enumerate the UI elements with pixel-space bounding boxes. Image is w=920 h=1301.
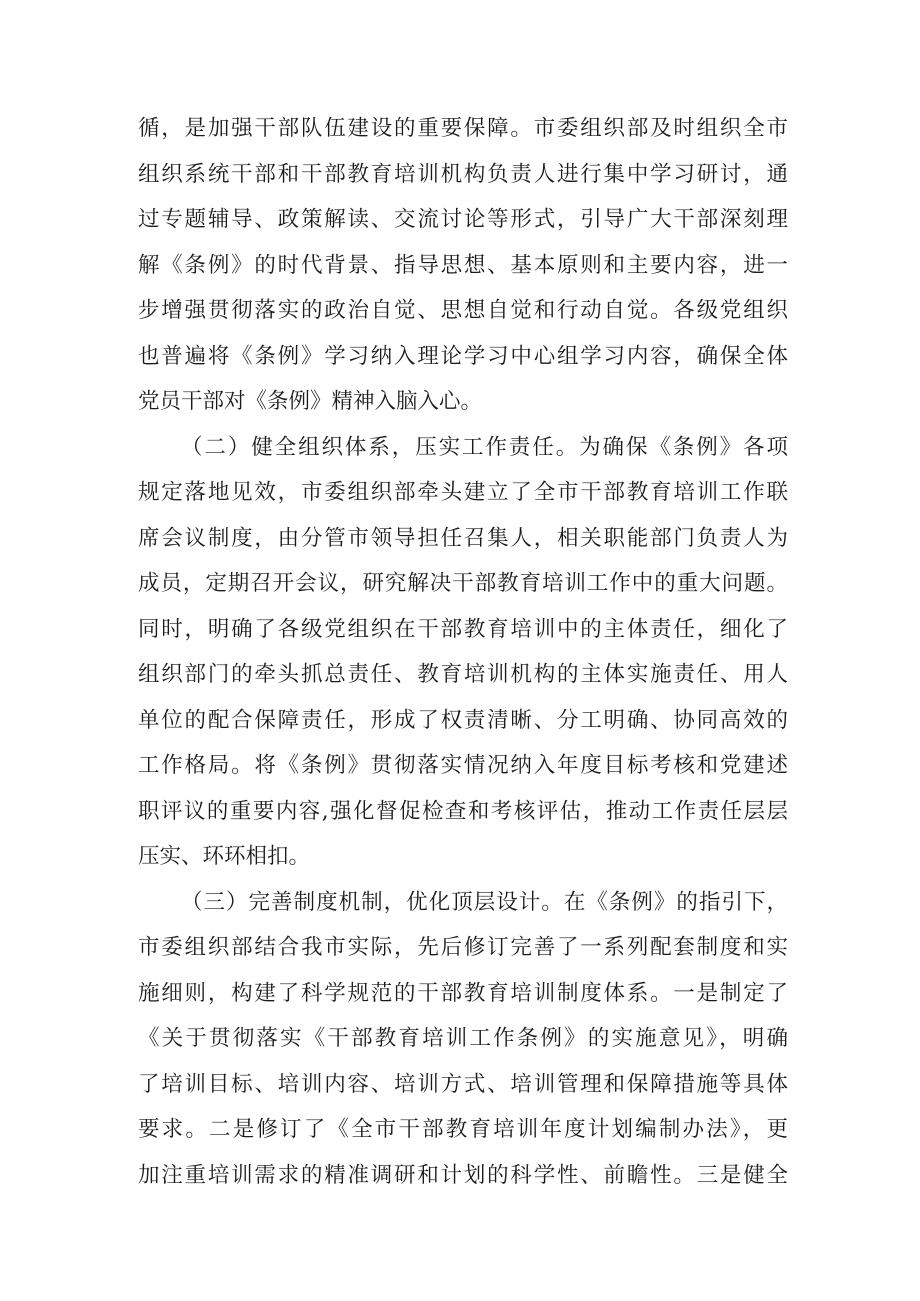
paragraph-2-line-9: 职评议的重要内容,强化督促检查和考核评估，推动工作责任层层 — [138, 798, 788, 824]
paragraph-3-line-1: （三）完善制度机制，优化顶层设计。在《条例》的指引下， — [181, 889, 788, 915]
paragraph-1-line-7: 党员干部对《条例》精神入脑入心。 — [138, 389, 483, 414]
paragraph-2-line-2: 规定落地见效，市委组织部牵头建立了全市干部教育培训工作联 — [138, 480, 788, 505]
paragraph-3-line-5: 了培训目标、培训内容、培训方式、培训管理和保障措施等具体 — [138, 1071, 788, 1097]
paragraph-1-line-4: 解《条例》的时代背景、指导思想、基本原则和主要内容，进一 — [138, 252, 788, 278]
paragraph-1-line-2: 组织系统干部和干部教育培训机构负责人进行集中学习研讨，通 — [138, 161, 788, 187]
paragraph-2-line-10: 压实、环环相扣。 — [138, 844, 311, 869]
paragraph-2-line-7: 单位的配合保障责任，形成了权责清晰、分工明确、协同高效的 — [138, 707, 788, 733]
paragraph-3-line-4: 《关于贯彻落实《干部教育培训工作条例》的实施意见》，明确 — [138, 1026, 788, 1051]
paragraph-1-line-6: 也普遍将《条例》学习纳入理论学习中心组学习内容，确保全体 — [138, 343, 788, 369]
paragraph-2-line-8: 工作格局。将《条例》贯彻落实情况纳入年度目标考核和党建述 — [138, 753, 788, 778]
paragraph-2-line-1: （二）健全组织体系，压实工作责任。为确保《条例》各项 — [181, 434, 788, 460]
paragraph-3-line-3: 施细则，构建了科学规范的干部教育培训制度体系。一是制定了 — [138, 980, 788, 1006]
paragraph-2-line-6: 组织部门的牵头抓总责任、教育培训机构的主体实施责任、用人 — [138, 662, 788, 687]
paragraph-2-line-3: 席会议制度，由分管市领导担任召集人，相关职能部门负责人为 — [138, 525, 788, 551]
paragraph-1-line-5: 步增强贯彻落实的政治自觉、思想自觉和行动自觉。各级党组织 — [138, 298, 788, 323]
paragraph-1-line-1: 循，是加强干部队伍建设的重要保障。市委组织部及时组织全市 — [138, 116, 788, 141]
paragraph-1-line-3: 过专题辅导、政策解读、交流讨论等形式，引导广大干部深刻理 — [138, 207, 788, 232]
paragraph-2-line-5: 同时，明确了各级党组织在干部教育培训中的主体责任，细化了 — [138, 616, 788, 642]
document-body — [138, 106, 788, 1198]
paragraph-2-line-4: 成员，定期召开会议，研究解决干部教育培训工作中的重大问题。 — [138, 571, 788, 596]
paragraph-3-line-7: 加注重培训需求的精准调研和计划的科学性、前瞻性。三是健全 — [138, 1162, 788, 1188]
paragraph-3-line-6: 要求。二是修订了《全市干部教育培训年度计划编制办法》，更 — [138, 1117, 788, 1142]
paragraph-3-line-2: 市委组织部结合我市实际，先后修订完善了一系列配套制度和实 — [138, 935, 788, 960]
